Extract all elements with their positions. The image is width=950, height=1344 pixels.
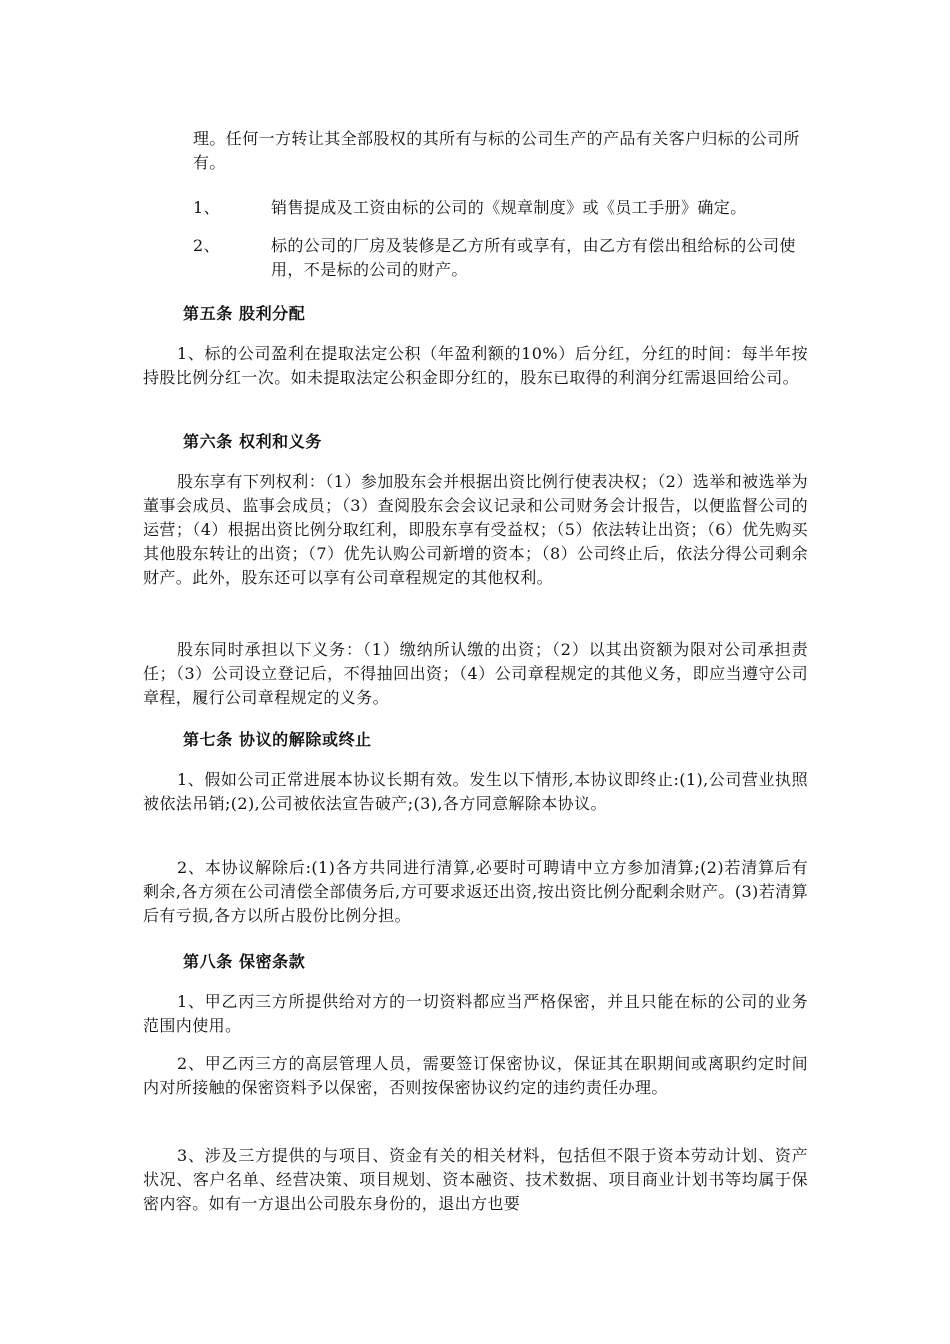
list-item-number-2: 2、 xyxy=(193,236,220,255)
section-heading-6: 第六条 权利和义务 xyxy=(183,432,322,451)
section-8-paragraph-3: 3、涉及三方提供的与项目、资金有关的相关材料，包括但不限于资本劳动计划、资产状况、客户名单、经营决策、项目规划、资本融资、技术数据、项目商业计划书等均属于保密内容。如有一方退出公司股东身份的，退出方也要 xyxy=(143,1146,808,1213)
section-heading-7: 第七条 协议的解除或终止 xyxy=(183,730,372,749)
paragraph-continuation: 理。任何一方转让其全部股权的其所有与标的公司生产的产品有关客户归标的公司所有。 xyxy=(193,129,800,172)
section-8-paragraph-2: 2、甲乙丙三方的高层管理人员，需要签订保密协议，保证其在职期间或离职约定时间内对所接触的保密资料予以保密，否则按保密协议约定的违约责任办理。 xyxy=(143,1054,808,1097)
list-item-number-1: 1、 xyxy=(193,198,220,217)
section-6-paragraph-2: 股东同时承担以下义务：（1）缴纳所认缴的出资；（2）以其出资额为限对公司承担责任；（3）公司设立登记后，不得抽回出资；（4）公司章程规定的其他义务，即应当遵守公司章程，履行公司章程规定的义务。 xyxy=(143,640,808,707)
list-item-text-2: 标的公司的厂房及装修是乙方所有或享有，由乙方有偿出租给标的公司使用，不是标的公司的财产。 xyxy=(271,236,796,279)
section-5-paragraph-1: 1、标的公司盈利在提取法定公积（年盈利额的10%）后分红，分红的时间：每半年按持股比例分红一次。如未提取法定公积金即分红的，股东已取得的利润分红需退回给公司。 xyxy=(143,344,808,387)
list-item-text-1: 销售提成及工资由标的公司的《规章制度》或《员工手册》确定。 xyxy=(271,198,747,217)
section-7-paragraph-1: 1、假如公司正常进展本协议长期有效。发生以下情形,本协议即终止:(1),公司营业执照被依法吊销;(2),公司被依法宣告破产;(3),各方同意解除本协议。 xyxy=(143,770,808,813)
section-7-paragraph-2: 2、本协议解除后:(1)各方共同进行清算,必要时可聘请中立方参加清算;(2)若清算后有剩余,各方须在公司清偿全部债务后,方可要求返还出资,按出资比例分配剩余财产。(3)若清算后有亏损,各方以所占股份比例分担。 xyxy=(143,858,808,925)
section-6-paragraph-1: 股东享有下列权利：（1）参加股东会并根据出资比例行使表决权；（2）选举和被选举为董事会成员、监事会成员；（3）查阅股东会会议记录和公司财务会计报告，以便监督公司的运营；（4）根据出资比例分取红利，即股东享有受益权；（5）依法转让出资；（6）优先购买其他股东转让的出资；（7）优先认购公司新增的资本；（8）公司终止后，依法分得公司剩余财产。此外，股东还可以享有公司章程规定的其他权利。 xyxy=(143,472,808,587)
section-heading-8: 第八条 保密条款 xyxy=(183,952,306,971)
section-8-paragraph-1: 1、甲乙丙三方所提供给对方的一切资料都应当严格保密，并且只能在标的公司的业务范围内使用。 xyxy=(143,992,808,1035)
section-heading-5: 第五条 股利分配 xyxy=(183,304,306,323)
